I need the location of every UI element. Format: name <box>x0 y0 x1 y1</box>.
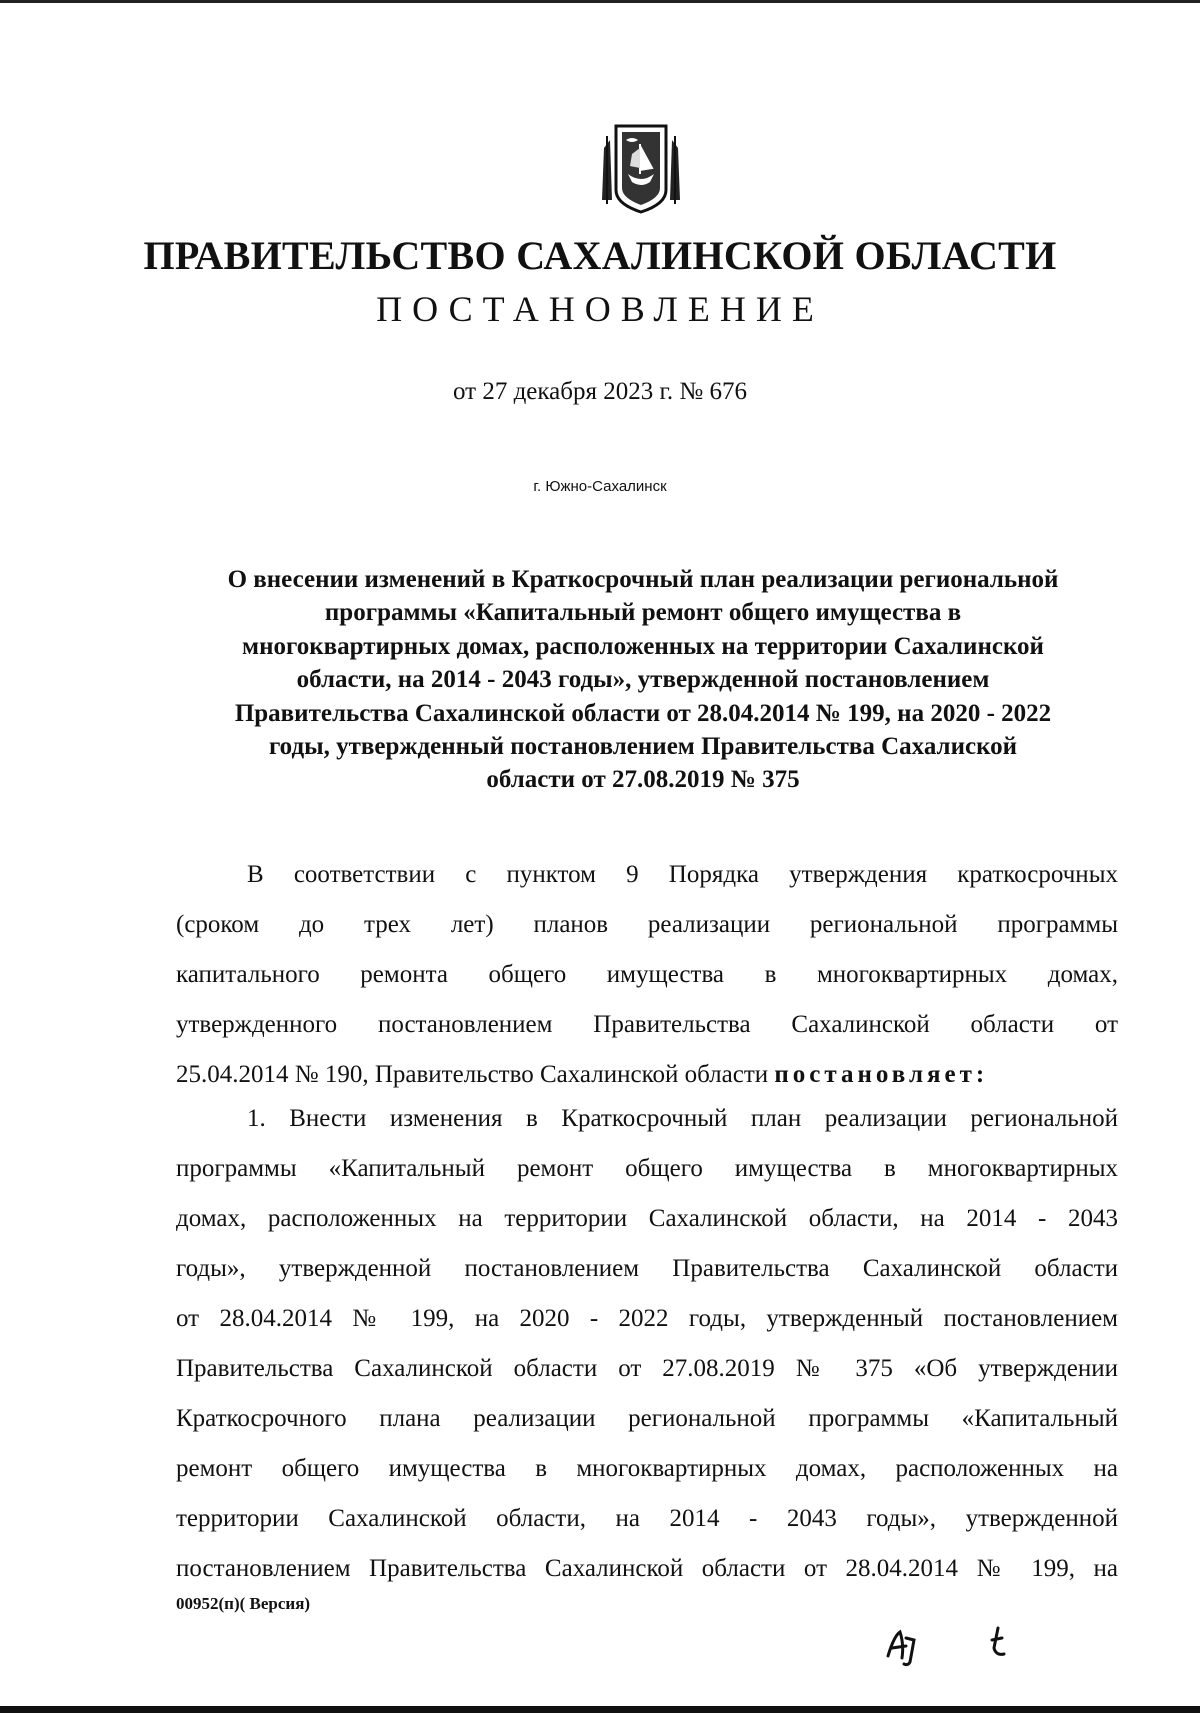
paragraph1-line: В соответствии с пунктом 9 Порядка утверждения краткосрочных <box>247 861 1118 888</box>
heading-line: области от 27.08.2019 № 375 <box>486 766 800 794</box>
paragraph2-line: домах, расположенных на территории Сахалинской области, на 2014 - 2043 <box>176 1205 1118 1232</box>
document-date-number: от 27 декабря 2023 г. № 676 <box>452 378 748 405</box>
heading-line: О внесении изменений в Краткосрочный план реализации региональной <box>227 566 1059 593</box>
document-form-code: 00952(п)( Версия) <box>176 1594 311 1613</box>
resolves-keyword: постановляет: <box>774 1061 989 1088</box>
handwritten-initials-icon <box>880 1618 1020 1668</box>
paragraph2-line: постановлением Правительства Сахалинской области от 28.04.2014 № 199, на <box>176 1555 1118 1582</box>
paragraph2-line: от 28.04.2014 № 199, на 2020 - 2022 годы, утвержденный постановлением <box>176 1305 1118 1332</box>
heading-line: области, на 2014 - 2043 годы», утвержденной постановлением <box>296 666 990 694</box>
paragraph1-line: (сроком до трех лет) планов реализации региональной программы <box>176 911 1118 938</box>
coat-of-arms-icon <box>598 118 684 214</box>
paragraph1-line: капитального ремонта общего имущества в многоквартирных домах, <box>176 961 1118 988</box>
paragraph2-line: ремонт общего имущества в многоквартирных домах, расположенных на <box>176 1455 1118 1482</box>
heading-line: многоквартирных домах, расположенных на территории Сахалинской <box>242 632 1044 660</box>
heading-line: программы «Капитальный ремонт общего имущества в <box>324 599 962 627</box>
document-city: г. Южно-Сахалинск <box>533 478 667 495</box>
scan-bottom-edge <box>0 1706 1200 1713</box>
paragraph2-line: программы «Капитальный ремонт общего имущества в многоквартирных <box>176 1155 1118 1182</box>
paragraph2-line: Правительства Сахалинской области от 27.08.2019 № 375 «Об утверждении <box>176 1355 1118 1382</box>
heading-line: годы, утвержденный постановлением Правительства Сахалиской <box>268 733 1018 761</box>
scan-top-edge <box>0 0 1200 3</box>
paragraph1-line: утвержденного постановлением Правительства Сахалинской области от <box>176 1011 1118 1038</box>
paragraph2-line: территории Сахалинской области, на 2014 - 2043 годы», утвержденной <box>176 1505 1118 1532</box>
heading-line: Правительства Сахалинской области от 28.04.2014 № 199, на 2020 - 2022 <box>234 699 1052 727</box>
paragraph2-line: Краткосрочного плана реализации региональной программы «Капитальный <box>176 1405 1118 1432</box>
government-title: ПРАВИТЕЛЬСТВО САХАЛИНСКОЙ ОБЛАСТИ <box>143 233 1057 278</box>
paragraph1-last-line <box>176 1058 1118 1092</box>
paragraph2-line: годы», утвержденной постановлением Правительства Сахалинской области <box>176 1255 1118 1282</box>
paragraph1-last-text: 25.04.2014 № 190, Правительство Сахалинской области <box>176 1061 775 1088</box>
document-heading <box>168 563 1118 797</box>
document-type: ПОСТАНОВЛЕНИЕ <box>376 289 824 329</box>
paragraph2-line: 1. Внести изменения в Краткосрочный план реализации региональной <box>247 1105 1118 1132</box>
